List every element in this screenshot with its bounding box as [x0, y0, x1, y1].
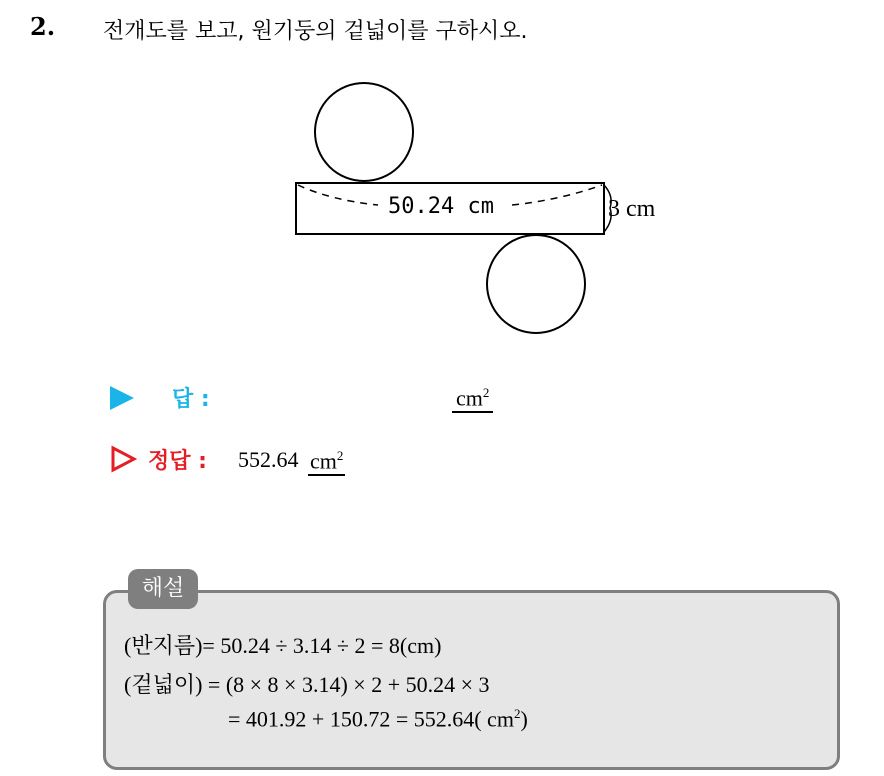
width-label: 50.24 cm	[388, 194, 494, 219]
top-circle	[315, 83, 413, 181]
answer-unit: $cm^2$	[452, 380, 493, 413]
cylinder-net-figure	[280, 82, 700, 342]
solution-line-2: (겉넓이) = (8 × 8 × 3.14) × 2 + 50.24 × 3	[124, 672, 490, 697]
height-label: 3 cm	[608, 196, 656, 222]
correct-answer-unit: $cm^2$	[308, 443, 345, 476]
correct-answer-value: 552.64	[238, 447, 299, 472]
question-number: 2.	[30, 12, 56, 41]
bottom-circle	[487, 235, 585, 333]
play-outline-arrow-icon	[110, 445, 138, 473]
correct-answer-label: 정답 :	[148, 449, 207, 474]
solution-badge: 해설	[128, 569, 198, 609]
play-arrow-icon	[110, 386, 134, 410]
answer-label: 답 :	[172, 387, 210, 412]
solution-line-3: = 401.92 + 150.72 = 552.64( $cm^2$)	[228, 706, 528, 732]
width-dashed-arc-right	[512, 185, 602, 205]
solution-line-1: (반지름)= 50.24 ÷ 3.14 ÷ 2 = 8(cm)	[124, 633, 442, 658]
question-text: 전개도를 보고, 원기둥의 겉넓이를 구하시오.	[103, 19, 528, 44]
width-dashed-arc	[298, 185, 378, 205]
